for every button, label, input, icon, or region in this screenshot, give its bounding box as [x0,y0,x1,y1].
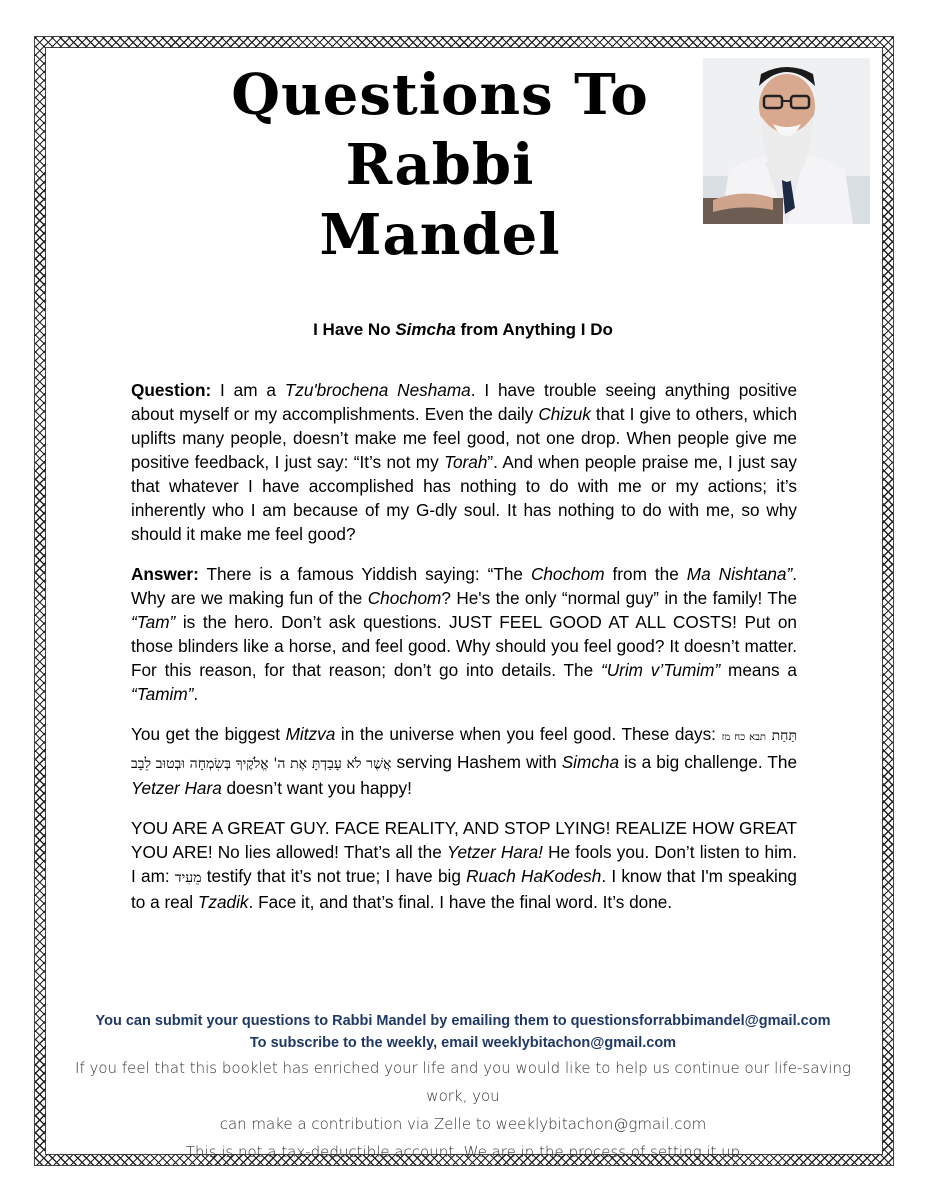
hebrew-verse: תַּחַת אֲשֶׁר לֹא עָבַדְתָּ אֶת ה' אֱלֹקֶיךָ בְּשִׂמְחָה וּבְטוּב לֵבָב [131,728,797,772]
italic-run: Tzu'brochena Neshama [284,380,471,400]
subscribe-text: To subscribe to the weekly, email weeklybitachon@gmail.com [249,1035,677,1051]
text-run: testify that it’s not true; I have big [201,866,467,886]
italic-run: “Tamim” [131,684,194,704]
text-run: that I give to others, which uplifts many people, doesn’t make me feel good, not one drop. When people give me positive feedback, I just say: “It’s not my [131,404,798,472]
answer-label: Answer: [131,564,199,584]
heading-text: I Have No [313,320,396,339]
text-run: doesn’t want you happy! [221,778,412,798]
text-run: in the universe when you feel good. These days: [335,724,722,744]
text-run: He fools you. Don’t listen to him. I am: [131,842,797,886]
heading-text-end: from Anything I Do [455,320,613,339]
text-run: . I know that I'm speaking to a real [131,866,797,912]
text-run: . I have trouble seeing anything positive about myself or my accomplishments. Even the daily [131,380,798,424]
text-run: I am a [211,380,285,400]
page-title [180,60,700,270]
italic-run: Simcha [561,752,620,772]
text-run: means a [720,660,797,680]
text-run: serving Hashem with [391,752,562,772]
rabbi-photo [703,58,870,224]
italic-run: Chizuk [538,404,591,424]
italic-run: Tzadik [197,892,249,912]
italic-run: Ruach HaKodesh [466,866,602,886]
submit-questions-text: You can submit your questions to Rabbi Mandel by emailing them to questionsforrabbimandel@gmail.com [95,1013,831,1029]
title-line-3: Mandel [319,202,561,268]
heading-italic: Simcha [395,320,456,339]
text-run: from the [604,564,687,584]
italic-run: Yetzer Hara! [446,842,543,862]
text-run: is a big challenge. The [619,752,798,772]
text-run: . Why are we making fun of the [131,564,797,608]
text-run: You get the biggest [131,724,286,744]
italic-run: Yetzer Hara [131,778,222,798]
footer [60,1010,866,1166]
question-label: Question: [131,380,212,400]
question-paragraph [131,378,797,546]
italic-run: “Tam” [131,612,176,632]
title-line-1: Questions To [231,62,649,128]
text-run: There is a famous Yiddish saying: “The [198,564,531,584]
hebrew-word: מֵעִיד [174,870,202,886]
text-run: . [193,684,199,704]
donation-text-line-2: can make a contribution via Zelle to weeklybitachon@gmail.com [219,1115,707,1133]
text-run: . Face it, and that’s final. I have the final word. It’s done. [248,892,673,912]
text-run: ? He's the only “normal guy” in the family! The [441,588,798,608]
text-run: is the hero. Don’t ask questions. JUST FEEL GOOD AT ALL COSTS! Put on those blinders like a horse, and feel good. Why should you feel good? It doesn’t matter. For this reason, for that reason; don’t go into details. The [131,612,797,680]
italic-run: “Urim v’Tumim” [600,660,721,680]
italic-run: Chochom [367,588,442,608]
text-run: ”. And when people praise me, I just say that whatever I have accomplished has nothing to do with me or my actions; it’s inherently who I am because of my G-dly soul. It has nothing to do with me, so why should it make me feel good? [131,452,797,544]
great-guy-paragraph [131,816,797,914]
text-run: YOU ARE A GREAT GUY. FACE REALITY, AND STOP LYING! REALIZE HOW GREAT YOU ARE! No lies allowed! That’s all the [131,818,797,862]
italic-run: Torah [444,452,488,472]
tax-disclaimer: This is not a tax-deductible account. We are in the process of setting it up [185,1143,741,1161]
hebrew-source: תבא כח מז [721,732,767,743]
article-heading [130,320,796,340]
article-body [131,378,797,930]
italic-run: Ma Nishtana” [686,564,793,584]
mitzva-paragraph [131,722,797,800]
italic-run: Mitzva [285,724,336,744]
italic-run: Chochom [530,564,605,584]
donation-text-line-1: If you feel that this booklet has enriched your life and you would like to help us continue our life-saving work, you [75,1059,851,1105]
answer-paragraph [131,562,797,706]
title-line-2: Rabbi [345,132,535,198]
